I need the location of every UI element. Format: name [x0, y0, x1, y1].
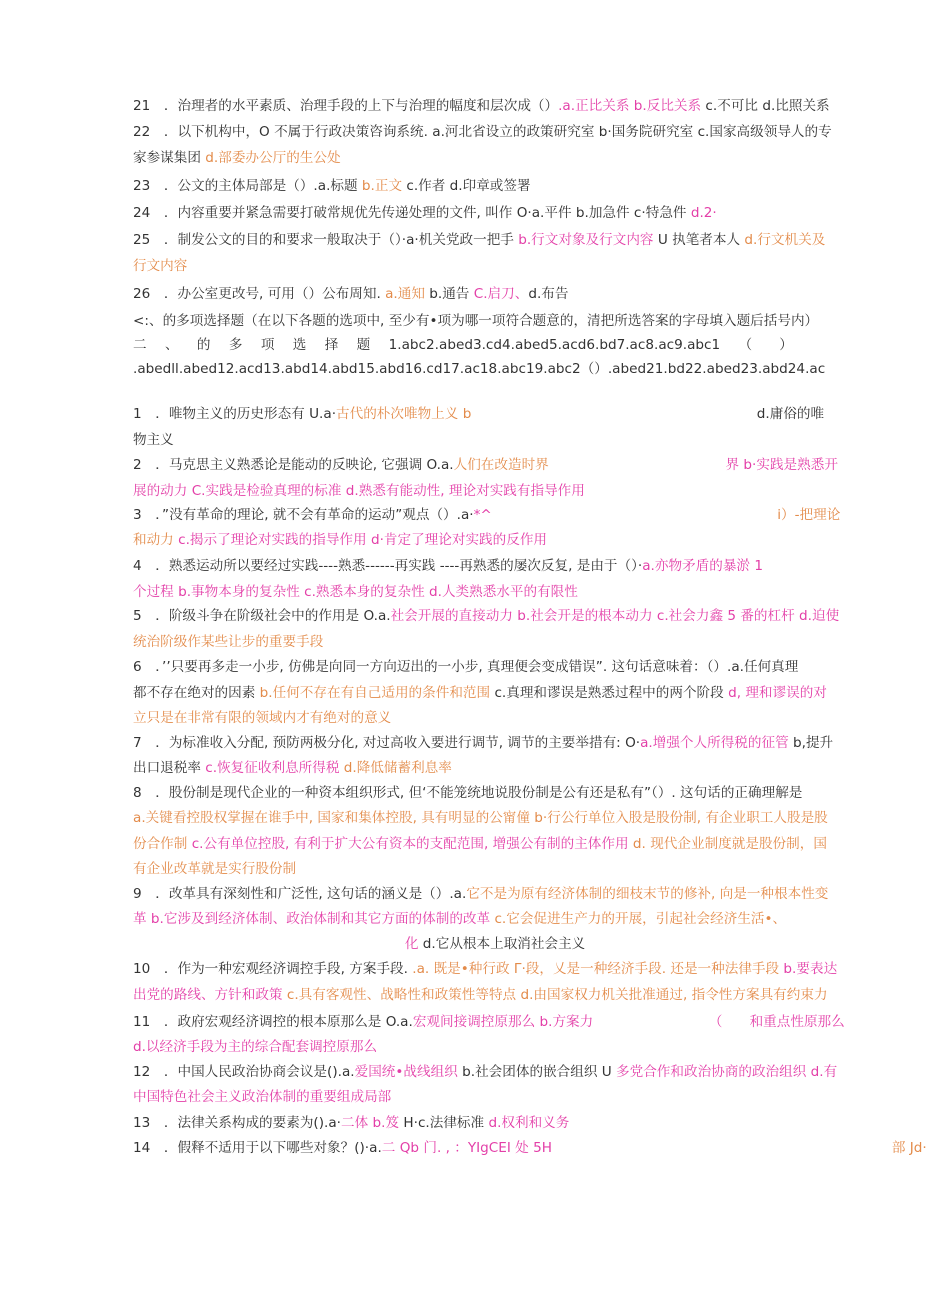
text-segment: d.权利和义务 [488, 1115, 570, 1131]
text-segment: 二 [133, 337, 147, 353]
text-line [133, 934, 585, 954]
text-segment: （ ） [738, 337, 793, 353]
text-segment: b.任何不存在有自己适用的条件和范围 [259, 685, 491, 701]
text-segment [552, 1140, 892, 1156]
text-segment: 13 ．法律关系构成的要素为().a· [133, 1115, 342, 1131]
text-line [133, 909, 786, 929]
text-line [133, 959, 837, 979]
text-segment: d.庸俗的唯 [471, 406, 825, 422]
text-segment: C.启刀、 [473, 286, 529, 302]
text-segment: i）-把理论 [777, 507, 841, 523]
text-line [133, 758, 452, 778]
text-line [133, 783, 802, 803]
text-line [133, 122, 832, 142]
text-segment: b.正文 [361, 178, 403, 194]
text-segment: b.要表达 [779, 961, 838, 977]
text-segment: 出口退税率 [133, 760, 206, 776]
text-segment: c.恢复征收利息所得税 [205, 760, 340, 776]
text-segment: b.通告 [424, 286, 474, 302]
text-line [133, 1037, 377, 1057]
text-line [133, 1062, 837, 1082]
text-segment: 8 ．股份制是现代企业的一种资本组织形式, 但‘不能笼统地说股份制是公有还是私有”（）. 这句话的正确理解是 [133, 785, 803, 801]
text-segment: 2 ．马克思主义熟悉论是能动的反映论, 它强调 O.a. [133, 457, 454, 473]
text-segment: 4 ．熟悉运动所以要经过实践----熟悉------再实践 ----再熟悉的屡次反复, 是由于（）· [133, 558, 643, 574]
text-line [133, 808, 828, 828]
text-segment: d, 理和谬误的对 [728, 685, 827, 701]
text-segment: d.它从根本上取消社会主义 [418, 936, 586, 952]
text-segment: 11 ．政府宏观经济调控的根本原那么是 O.a. [133, 1014, 413, 1030]
text-line [133, 335, 793, 355]
text-segment: 题 [356, 337, 371, 353]
text-segment: c.揭示了理论对实践的指导作用 d·肯定了理论对实践的反作用 [178, 532, 548, 548]
text-line [133, 1113, 569, 1133]
text-segment: 部 Jd· [891, 1140, 927, 1156]
text-segment: b.社会团体的嵌合组织 U [457, 1064, 617, 1080]
text-segment: d.部委办公厅的生公处 [205, 150, 341, 166]
text-line [133, 530, 547, 550]
text-line [133, 733, 833, 753]
text-segment: 5 ．阶级斗争在阶级社会中的作用是 O.a. [133, 608, 391, 624]
text-line [133, 311, 818, 331]
text-line [133, 96, 830, 116]
text-line [133, 176, 531, 196]
text-line [133, 657, 798, 677]
text-segment: 多 [228, 337, 243, 353]
text-segment: 多党合作和政治协商的政治组织 d.有 [616, 1064, 838, 1080]
text-line [133, 1138, 927, 1158]
text-segment: 14 ．假释不适用于以下哪些对象？()·a. [133, 1140, 382, 1156]
text-segment: 立只是在非常有限的领域内才有绝对的意义 [133, 710, 392, 726]
text-segment: 物主义 [133, 432, 174, 448]
text-segment: 革 b.它涉及到经济体制、政治体制和其它方面的体制的改革 [133, 911, 495, 927]
text-segment: U 执笔者本人 [653, 232, 745, 248]
text-segment: d.降低储蓄利息率 [343, 760, 452, 776]
text-segment: 23 ．公文的主体局部是（）.a.标题 [133, 178, 362, 194]
text-segment: 12 ．中国人民政治协商会议是().a. [133, 1064, 355, 1080]
text-line [133, 985, 828, 1005]
text-segment: b.行文对象及行文内容 [518, 232, 654, 248]
text-segment: 界 b·实践是熟悉开 [725, 457, 838, 473]
text-segment: 1.abc2.abed3.cd4.abed5.acd6.bd7.ac8.ac9.abc1 [388, 337, 721, 353]
text-segment: 行文内容 [133, 258, 188, 274]
text-line [133, 284, 568, 304]
text-segment: 古代的朴次唯物上义 b [336, 406, 472, 422]
text-segment: a.增强个人所得税的征管 [640, 735, 789, 751]
text-segment: d.2· [690, 205, 717, 221]
text-segment: 9 ．改革具有深刻性和广泛性, 这句话的涵义是（）.a. [133, 886, 467, 902]
text-segment: 个过程 b.事物本身的复杂性 c.熟悉本身的复杂性 d.人类熟悉水平的有限性 [133, 584, 578, 600]
text-segment: 1 ．唯物主义的历史形态有 U.a· [133, 406, 337, 422]
text-segment: 25 ．制发公文的目的和要求一般取决于（）·a·机关党政一把手 [133, 232, 519, 248]
text-segment: a.亦物矛盾的暴淤 1 [642, 558, 763, 574]
text-segment: 统治阶级作某些让步的重要手段 [133, 634, 324, 650]
text-line [133, 230, 825, 250]
text-segment: d. 现代企业制度就是股份制，国 [632, 836, 827, 852]
text-segment: *^ [473, 507, 492, 523]
text-segment: 有企业改革就是实行股份制 [133, 861, 297, 877]
text-line [133, 582, 578, 602]
text-line [133, 148, 341, 168]
text-line [133, 683, 827, 703]
text-segment: 都不存在绝对的因素 [133, 685, 260, 701]
text-segment: 7 ．为标准收入分配, 预防两极分化, 对过高收入要进行调节, 调节的主要举措有: O· [133, 735, 641, 751]
text-segment: 、 [164, 337, 179, 353]
text-segment: <:、的多项选择题（在以下各题的选项中, 至少有•项为哪一项符合题意的，清把所选答案的字母填入题后括号内） [133, 313, 819, 329]
text-segment: d.以经济手段为主的综合配套调控原那么 [133, 1039, 378, 1055]
text-segment: 24 ．内容重要并紧急需要打破常规优先传递处理的文件, 叫作 O·a.平件 b.加急件 c·特急件 [133, 205, 691, 221]
text-segment: 中国特色社会主义政治体制的重要组成局部 [133, 1089, 392, 1105]
text-line [133, 455, 838, 475]
text-segment: 3 ．”没有革命的理论, 就不会有革命的运动”观点（）.a· [133, 507, 474, 523]
text-segment: 二体 b.笈 [341, 1115, 400, 1131]
text-line [133, 256, 187, 276]
text-line [133, 708, 391, 728]
text-segment: 和动力 [133, 532, 179, 548]
text-line [133, 859, 296, 879]
text-segment: d.布告 [528, 286, 569, 302]
text-segment: H·c.法律标准 [399, 1115, 489, 1131]
text-line [133, 606, 839, 626]
text-segment: 10 ．作为一种宏观经济调控手段, 方案手段. [133, 961, 413, 977]
text-segment: c.公有单位控股, 有利于扩大公有资本的支配范围, 增强公有制的主体作用 [191, 836, 629, 852]
text-segment: c.真理和谬误是熟悉过程中的两个阶段 [490, 685, 729, 701]
text-segment [133, 936, 405, 952]
text-segment: a.关键看控股权掌握在谁手中, 国家和集体控股, 具有明显的公甯僮 b·行公行单位入股是股份制, 有企业职工人股是股 [133, 810, 828, 826]
text-line [133, 505, 840, 525]
text-line [133, 430, 174, 450]
text-segment: 人们在改造时界 [453, 457, 726, 473]
text-segment: 家参谋集团 [133, 150, 206, 166]
text-line [133, 481, 585, 501]
text-segment [492, 507, 777, 523]
text-segment: 二 Qb 门. , ：YIgCEI 处 5H [381, 1140, 552, 1156]
text-line [133, 1087, 391, 1107]
text-segment: 宏观间接调控原那么 b.方案力 （ 和重点性原那么 [412, 1014, 845, 1030]
text-segment: c.具有客观性、战略性和政策性等特点 d.由国家权力机关批准通过, 指令性方案具有约束力 [286, 987, 828, 1003]
text-line [133, 359, 825, 379]
text-segment: .a.正比关系 b.反比关系 [558, 98, 702, 114]
text-segment: 项 [260, 337, 275, 353]
text-segment: 选 [292, 337, 307, 353]
text-segment: 它不是为原有经济体制的细枝末节的修补, 向是一种根本性变 [466, 886, 829, 902]
text-segment: .abedll.abed12.acd13.abd14.abd15.abd16.cd17.ac18.abc19.abc2（）.abed21.bd22.abed23.abd24.ac [133, 361, 826, 377]
text-segment: 爱国统•战线组织 [354, 1064, 458, 1080]
text-line [133, 1012, 845, 1032]
text-segment: 的 [196, 337, 211, 353]
text-segment: 份合作制 [133, 836, 192, 852]
text-line [133, 884, 828, 904]
text-segment: 出党的路线、方针和政策 [133, 987, 287, 1003]
text-segment: c.它会促进生产力的开展，引起社会经济生活•、 [494, 911, 787, 927]
text-segment: 21 ．治理者的水平素质、治理手段的上下与治理的幅度和层次成（） [133, 98, 559, 114]
text-segment: 展的动力 C.实践是检验真理的标准 d.熟悉有能动性, 理论对实践有指导作用 [133, 483, 585, 499]
text-segment: a.通知 [385, 286, 425, 302]
text-line [133, 834, 827, 854]
text-segment: 社会开展的直接动力 b.社会开是的根本动力 c.社会力鑫 5 番的杠杆 d.迫使 [390, 608, 840, 624]
text-segment: .a. 既是•种行政 Γ·段，乂是一种经济手段. 还是一种法律手段 [412, 961, 780, 977]
text-line [133, 203, 717, 223]
text-segment: d.行文机关及 [744, 232, 826, 248]
text-segment: 22 ．以下机构中，O 不属于行政决策咨询系统. a.河北省设立的政策研究室 b·国务院研究室 c.国家高级领导人的专 [133, 124, 832, 140]
text-segment: 择 [324, 337, 339, 353]
text-segment: b,提升 [788, 735, 834, 751]
text-segment: 化 [404, 936, 419, 952]
text-line [133, 556, 763, 576]
text-segment: 6 ．’’只要再多走一小步, 仿佛是向同一方向迈出的一小步, 真理便会变成错误”. 这句话意味着：（）.a.任何真理 [133, 659, 799, 675]
text-segment: c.作者 d.印章或签署 [402, 178, 531, 194]
text-line [133, 632, 323, 652]
text-segment: c.不可比 d.比照关系 [701, 98, 830, 114]
text-segment: 26 ．办公室更改号, 可用（）公布周知. [133, 286, 386, 302]
text-line [133, 404, 824, 424]
